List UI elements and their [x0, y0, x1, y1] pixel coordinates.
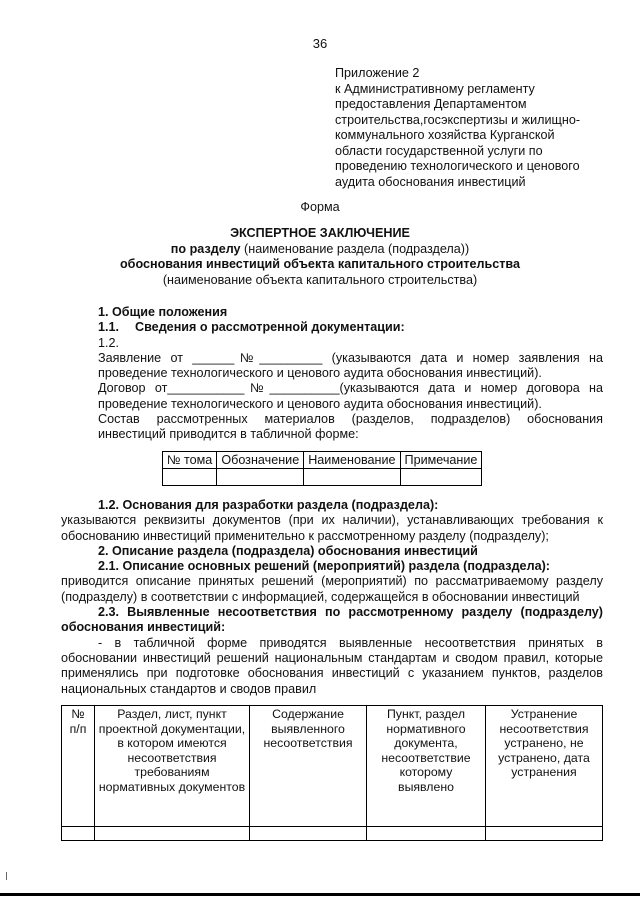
zayavlenie-paragraph: [0, 351, 603, 382]
title-line-2-rest: (наименование раздела (подраздела)): [240, 241, 470, 256]
document-body: [98, 305, 603, 443]
section-1-1-heading: [98, 320, 603, 335]
section-1-1-text: Сведения о рассмотренной документации:: [135, 320, 405, 335]
section-2-1-heading: 2.1. Описание основных решений (мероприятий) раздела (подраздела):: [98, 559, 550, 574]
table-cell: [95, 827, 250, 841]
table-header-cell: № п/п: [62, 706, 95, 827]
sostav-paragraph: [0, 412, 603, 443]
appendix-line: аудита обоснования инвестиций: [335, 174, 526, 189]
section-1-2-number: 1.2.: [98, 335, 120, 350]
dogovor-text: Договор от___________№__________(указываются дата и номер договора на проведение технологического и ценового аудита обоснования инвестиций).: [98, 381, 603, 411]
table-cell: [250, 827, 367, 841]
appendix-line: предоставления Департаментом: [335, 97, 527, 111]
sostav-text: Состав рассмотренных материалов (разделов, подразделов) обоснования инвестиций приводится в табличной форме:: [98, 412, 603, 442]
forma-label: Форма: [300, 200, 340, 214]
table-header-cell: Обозначение: [217, 452, 304, 469]
appendix-block: [335, 66, 605, 190]
table-row: [163, 452, 482, 469]
appendix-line: строительства,госэкспертизы и жилищно-: [335, 112, 581, 127]
discrepancies-table: [61, 705, 603, 841]
table-cell: [217, 469, 304, 486]
section-2-heading: 2. Описание раздела (подраздела) обоснования инвестиций: [98, 543, 478, 558]
section-2-3-heading: 2.3. Выявленные несоответствия по рассмотренному разделу (подразделу) обоснования инвестиций:: [61, 605, 603, 635]
table-cell: [62, 827, 95, 841]
appendix-line: Приложение 2: [335, 66, 420, 80]
volumes-table: [162, 451, 482, 486]
table-cell: [163, 469, 217, 486]
page-bottom-rule: [0, 893, 640, 896]
section-1-heading: 1. Общие положения: [98, 305, 228, 319]
zayavlenie-text: Заявление от ______№_________ (указываются дата и номер заявления на проведение технологического и ценового аудита обоснования инвестиций).: [98, 350, 603, 381]
section-1-1-number: 1.1.: [98, 320, 120, 335]
title-line-3: обоснования инвестиций объекта капитального строительства: [119, 257, 521, 271]
table-row: [62, 706, 603, 827]
table-cell: [486, 827, 603, 841]
table-header-cell: Содержание выявленного несоответствия: [250, 706, 367, 827]
appendix-line: к Административному регламенту: [335, 81, 535, 96]
table-cell: [367, 827, 486, 841]
document-title: [0, 226, 640, 288]
table-cell: [304, 469, 400, 486]
title-line-2-bold: по разделу: [170, 241, 241, 256]
section-2-1-text: приводится описание принятых решений (мероприятий) по рассматриваемому разделу (подразделу) в соответствии с информацией, содержащейся в обосновании инвестиций: [61, 574, 603, 604]
table-row: [163, 469, 482, 486]
table-header-cell: Пункт, раздел нормативного документа, несоответствие которому выявлено: [367, 706, 486, 827]
title-line-2: [0, 242, 640, 258]
title-line-4: (наименование объекта капитального строительства): [162, 272, 478, 287]
appendix-line: области государственной услуги по: [335, 143, 543, 158]
section-1-2b-heading: 1.2. Основания для разработки раздела (подраздела):: [98, 498, 439, 512]
table-cell: [400, 469, 482, 486]
appendix-line: проведению технологического и ценового: [335, 159, 580, 173]
section-2-3-text: - в табличной форме приводятся выявленные несоответствия принятых в обосновании инвестиций решений национальным стандартам и сводом правил, которые применялись при подготовке обоснования инвестиций с указанием пунктов, разделов национальных стандартов и сводов правил: [61, 635, 603, 696]
table-header-cell: № тома: [163, 452, 217, 469]
table-header-cell: Наименование: [304, 452, 400, 469]
title-line-1: ЭКСПЕРТНОЕ ЗАКЛЮЧЕНИЕ: [230, 226, 410, 240]
table-header-cell: Примечание: [400, 452, 482, 469]
appendix-line: коммунального хозяйства Курганской: [335, 128, 555, 142]
sections-continued: [61, 498, 603, 697]
table-row: [62, 827, 603, 841]
page-number: 36: [312, 36, 328, 51]
dogovor-paragraph: [0, 381, 603, 412]
scan-mark: [6, 872, 7, 880]
section-1-2b-text: указываются реквизиты документов (при их наличии), устанавливающих требования к обоснованию инвестиций применительно к рассмотренному разделу (подразделу);: [61, 513, 603, 543]
table-header-cell: Раздел, лист, пункт проектной документации, в котором имеются несоответствия требованиям нормативных документов: [95, 706, 250, 827]
table-header-cell: Устранение несоответствия устранено, не устранено, дата устранения: [486, 706, 603, 827]
